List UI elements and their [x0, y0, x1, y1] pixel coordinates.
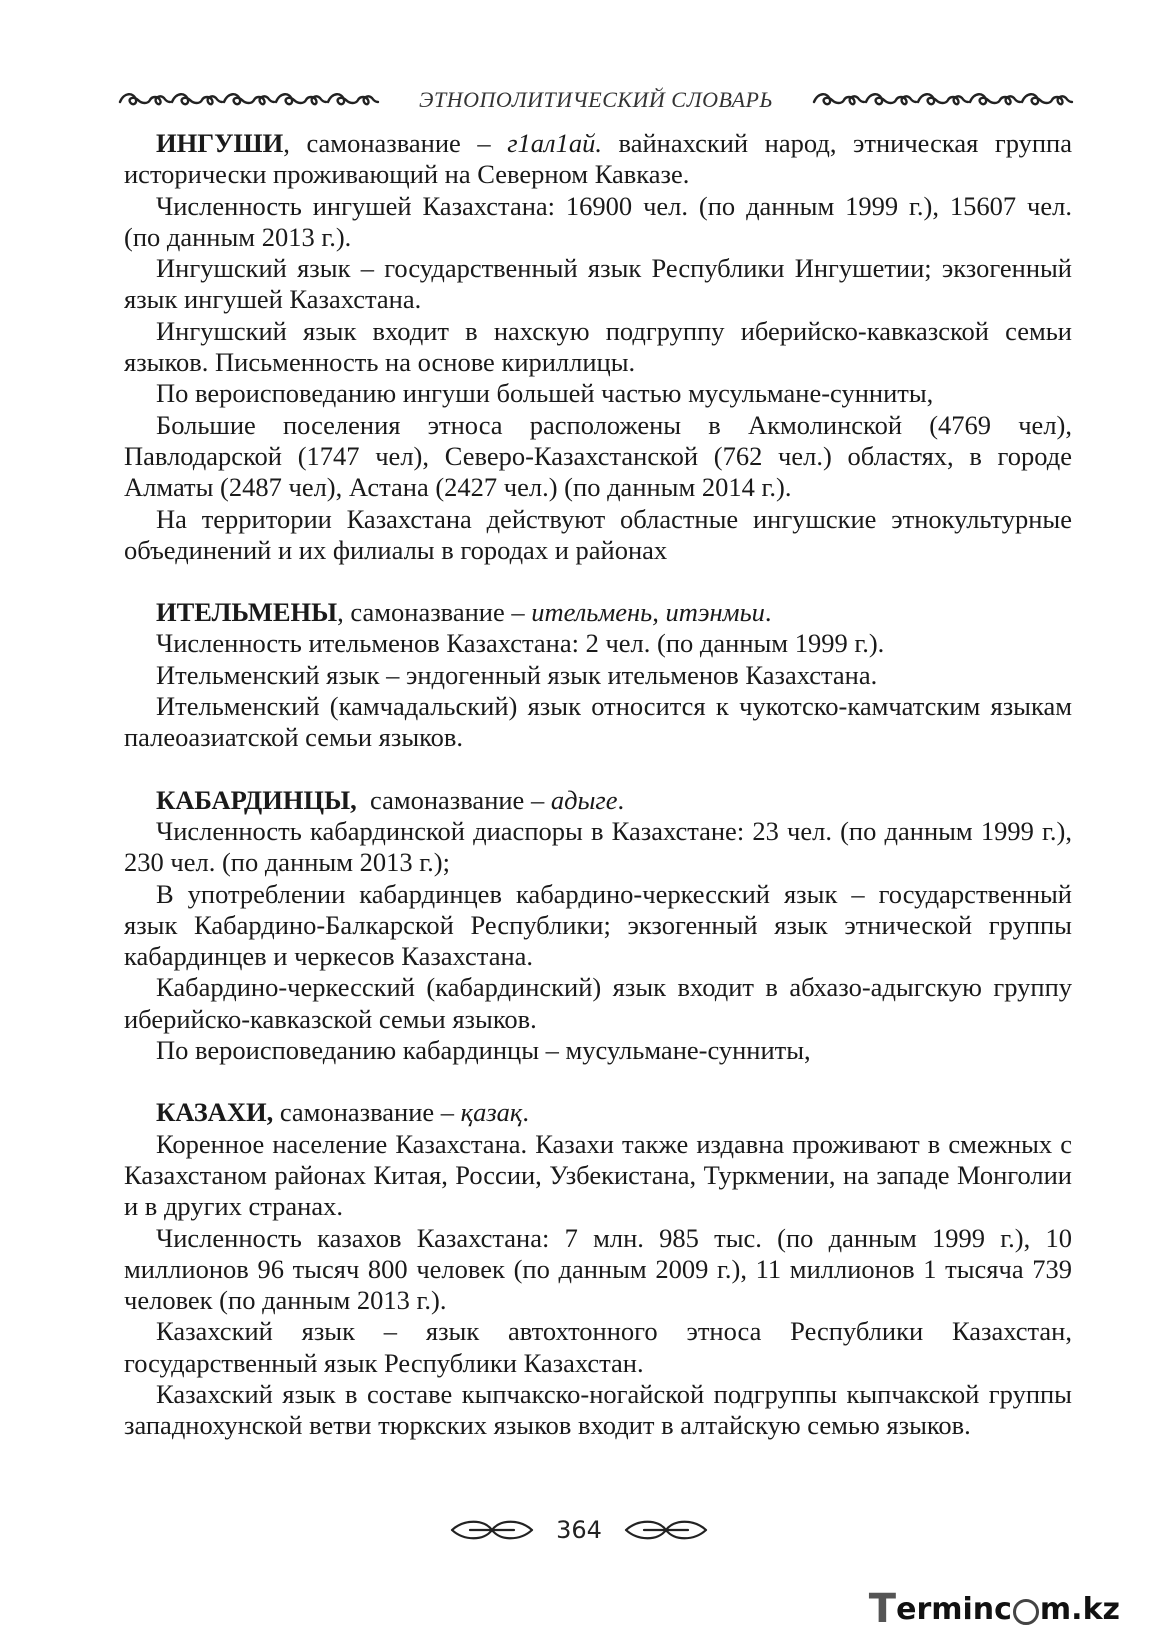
- watermark-text-part: erminc: [896, 1591, 1012, 1627]
- entry-term: ИНГУШИ: [156, 128, 284, 158]
- entry-paragraph: Ительменский язык – эндогенный язык ительменов Казахстана.: [156, 659, 878, 690]
- entry-lead: [124, 1097, 1072, 1128]
- entry-lead: [124, 128, 1072, 191]
- entry-paragraph: На территории Казахстана действуют областные ингушские этнокультурные объединений и их филиалы в городах и районах: [124, 503, 1072, 565]
- entry-term: КАЗАХИ,: [156, 1097, 274, 1128]
- entry-paragraph: Численность кабардинской диаспоры в Казахстане: 23 чел. (по данным 1999 г.), 230 чел. (по данным 2013 г.);: [124, 815, 1072, 878]
- entry-paragraph: В употреблении кабардинцев кабардино-черкесский язык – государственный язык Кабардино-Балкарской Республики; экзогенный язык этнической группы кабардинцев и черкесов Казахстана.: [124, 878, 1072, 972]
- entry-lead-text: , самоназвание –: [283, 128, 508, 158]
- running-header: [118, 82, 1074, 118]
- entry-paragraph: Большие поселения этноса расположены в Акмолинской (4769 чел), Павлодарской (1747 чел), Северо-Казахстанской (762 чел.) областях, в городе Алматы (2487 чел), Астана (2427 чел.) (по данным 2014 г.).: [124, 409, 1072, 503]
- entry-term: КАБАРДИНЦЫ,: [156, 784, 357, 815]
- flourish-right-icon: [624, 1517, 708, 1543]
- watermark-domain: m.kz: [1039, 1591, 1120, 1627]
- entry-lead-tail: .: [522, 1097, 529, 1128]
- entry-ingushi: [124, 128, 1072, 566]
- watermark-circle-icon: [1013, 1599, 1039, 1625]
- entry-lead: [124, 785, 1072, 816]
- termincom-watermark: [869, 1588, 1120, 1630]
- entry-paragraph: Ительменский (камчадальский) язык относится к чукотско-камчатским языкам палеоазиатской семьи языков.: [124, 691, 1072, 753]
- entry-selfname: қазақ: [460, 1097, 523, 1128]
- entry-lead-tail: .: [617, 784, 625, 815]
- entry-lead-tail: вайнахский народ, этническая группа исторически проживающий на Северном Кавказе.: [124, 128, 1072, 190]
- entry-selfname: адыге: [550, 784, 618, 815]
- watermark-letter-t: T: [868, 1586, 897, 1632]
- page-number: 364: [556, 1516, 602, 1544]
- flourish-left-icon: [450, 1517, 534, 1543]
- entry-lead: [124, 597, 1072, 628]
- entry-paragraph: Казахский язык – язык автохтонного этноса Республики Казахстан, государственный язык Республики Казахстан.: [124, 1316, 1072, 1378]
- entry-paragraph: Казахский язык в составе кыпчакско-ногайской подгруппы кыпчакской группы западнохунской ветви тюркских языков входит в алтайскую семью языков.: [124, 1378, 1072, 1441]
- dictionary-content: [124, 128, 1072, 1473]
- ornament-left-icon: [118, 88, 380, 112]
- entry-kabardintsy: [124, 785, 1072, 1067]
- entry-term: ИТЕЛЬМЕНЫ: [156, 597, 338, 628]
- entry-paragraph: Кабардино-черкесский (кабардинский) язык входит в абхазо-адыгскую группу иберийско-кавказской семьи языков.: [124, 972, 1072, 1034]
- ornament-right-icon: [812, 88, 1074, 112]
- entry-lead-text: самоназвание –: [273, 1097, 461, 1128]
- entry-paragraph: Численность казахов Казахстана: 7 млн. 985 тыс. (по данным 1999 г.), 10 миллионов 96 тысяч 800 человек (по данным 2009 г.), 11 миллионов 1 тысяча 739 человек (по данным 2013 г.).: [124, 1222, 1072, 1316]
- page-footer: [0, 1510, 1158, 1550]
- entry-paragraph: Ингушский язык – государственный язык Республики Ингушетии; экзогенный язык ингушей Казахстана.: [124, 253, 1072, 315]
- entry-lead-text: самоназвание –: [356, 784, 551, 815]
- running-head-title: ЭТНОПОЛИТИЧЕСКИЙ СЛОВАРЬ: [419, 87, 773, 112]
- entry-paragraph: По вероисповеданию кабардинцы – мусульмане-сунниты,: [156, 1035, 811, 1066]
- entry-selfname: ительмень, итэнмьи: [531, 597, 765, 628]
- entry-paragraph: Коренное население Казахстана. Казахи также издавна проживают в смежных с Казахстаном районах Китая, России, Узбекистана, Туркмении, на западе Монголии и в других странах.: [124, 1128, 1072, 1222]
- entry-selfname: г1ал1ай.: [507, 128, 602, 158]
- entry-lead-tail: .: [764, 597, 772, 628]
- entry-paragraph: Ингушский язык входит в нахскую подгруппу иберийско-кавказской семьи языков. Письменность на основе кириллицы.: [124, 315, 1072, 378]
- entry-kazakhi: [124, 1097, 1072, 1441]
- entry-paragraph: Численность ительменов Казахстана: 2 чел. (по данным 1999 г.).: [156, 628, 885, 659]
- entry-paragraph: По вероисповеданию ингуши большей частью мусульмане-сунниты,: [156, 378, 934, 409]
- entry-lead-text: , самоназвание –: [337, 597, 532, 628]
- entry-paragraph: Численность ингушей Казахстана: 16900 чел. (по данным 1999 г.), 15607 чел. (по данным 2013 г.).: [124, 190, 1072, 252]
- entry-itelmeny: [124, 597, 1072, 753]
